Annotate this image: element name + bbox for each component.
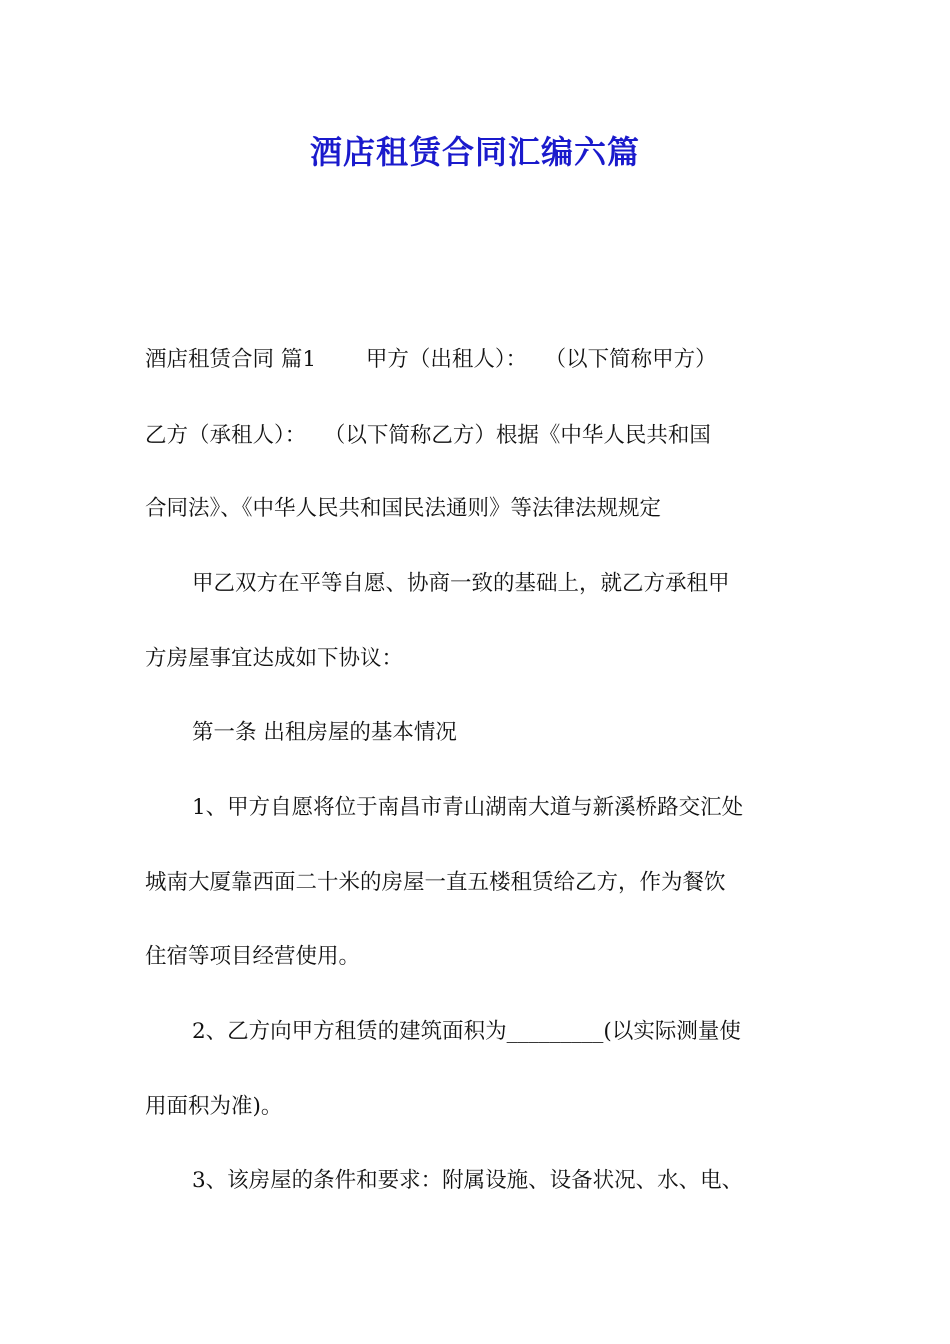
paragraph-line: 合同法》、《中华人民共和国民法通则》等法律法规规定: [145, 496, 662, 521]
paragraph-line: 甲乙双方在平等自愿、协商一致的基础上，就乙方承租甲: [192, 571, 730, 596]
paragraph-line: 2、乙方向甲方租赁的建筑面积为_________(以实际测量使: [192, 1019, 741, 1044]
document-title: 酒店租赁合同汇编六篇: [309, 133, 640, 171]
paragraph-line: 3、该房屋的条件和要求：附属设施、设备状况、水、电、: [192, 1168, 744, 1193]
paragraph-line: 乙方（承租人）： （以下简称乙方）根据《中华人民共和国: [145, 423, 711, 448]
paragraph-line: 住宿等项目经营使用。: [145, 944, 361, 969]
paragraph-line: 城南大厦靠西面二十米的房屋一直五楼租赁给乙方，作为餐饮: [145, 870, 726, 895]
paragraph-line: 1、甲方自愿将位于南昌市青山湖南大道与新溪桥路交汇处: [192, 795, 744, 820]
paragraph-line: 酒店租赁合同 篇1 甲方（出租人）： （以下简称甲方）: [145, 347, 717, 372]
paragraph-line: 方房屋事宜达成如下协议：: [145, 646, 404, 671]
paragraph-line: 用面积为准)。: [145, 1094, 283, 1119]
section-heading: 第一条 出租房屋的基本情况: [192, 720, 457, 745]
